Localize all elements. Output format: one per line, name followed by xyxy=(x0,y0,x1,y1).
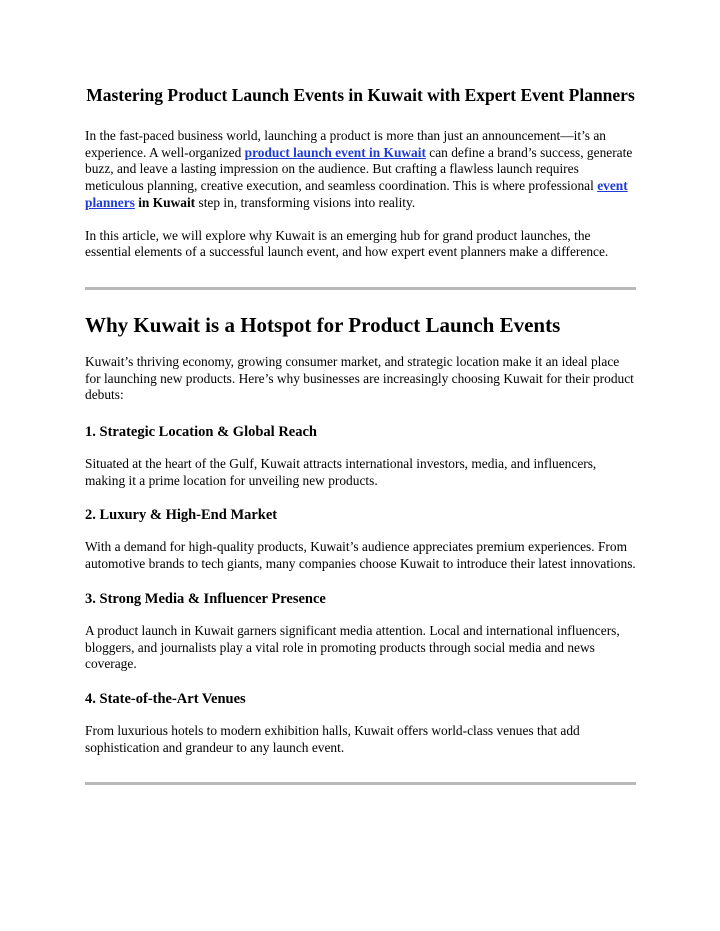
intro-paragraph-1 xyxy=(85,128,636,212)
divider-bottom xyxy=(85,782,636,785)
item-1-text: Situated at the heart of the Gulf, Kuwait attracts international investors, media, and influencers, making it a prime location for unveiling new products. xyxy=(85,456,597,488)
item-3-heading: 3. Strong Media & Influencer Presence xyxy=(85,590,326,607)
item-4-heading: 4. State-of-the-Art Venues xyxy=(85,690,246,707)
item-4-text: From luxurious hotels to modern exhibition halls, Kuwait offers world-class venues that add sophistication and grandeur to any launch event. xyxy=(85,722,580,755)
intro-paragraph-2: In this article, we will explore why Kuwait is an emerging hub for grand product launches, the essential elements of a successful launch event, and how expert event planners make a difference. xyxy=(85,227,609,260)
item-1-heading: 1. Strategic Location & Global Reach xyxy=(85,424,317,441)
item-2-heading: 2. Luxury & High-End Market xyxy=(85,507,278,524)
intro-text-b: can define a brand’s success, generate buzz, and leave a lasting impression on the audience. But crafting a flawless launch requires meticulous planning, creative execution, and seamless coordination. This is where professional xyxy=(85,144,633,194)
item-2-text: With a demand for high-quality products, Kuwait’s audience appreciates premium experiences. From automotive brands to tech giants, many companies choose Kuwait to introduce their latest innovations. xyxy=(85,539,636,572)
document-page xyxy=(85,84,636,785)
product-launch-event-link[interactable]: product launch event in Kuwait xyxy=(244,144,426,160)
intro-text-c: step in, transforming visions into reality. xyxy=(195,194,416,210)
section-intro: Kuwait’s thriving economy, growing consumer market, and strategic location make it an ideal place for launching new products. Here’s why businesses are increasingly choosing Kuwait for their product debuts: xyxy=(85,353,634,403)
section-heading: Why Kuwait is a Hotspot for Product Launch Events xyxy=(85,312,561,337)
document-title: Mastering Product Launch Events in Kuwait with Expert Event Planners xyxy=(86,85,635,105)
intro-bold-in-kuwait: in Kuwait xyxy=(134,194,196,210)
intro-text-a: In the fast-paced business world, launching a product is more than just an announcement—it’s an experience. A well-organized xyxy=(85,128,606,160)
divider-top xyxy=(85,287,636,290)
item-3-text: A product launch in Kuwait garners significant media attention. Local and international influencers, bloggers, and journalists play a vital role in promoting products through social media and news coverage. xyxy=(85,622,620,672)
event-planners-link[interactable]: event planners xyxy=(85,178,628,210)
